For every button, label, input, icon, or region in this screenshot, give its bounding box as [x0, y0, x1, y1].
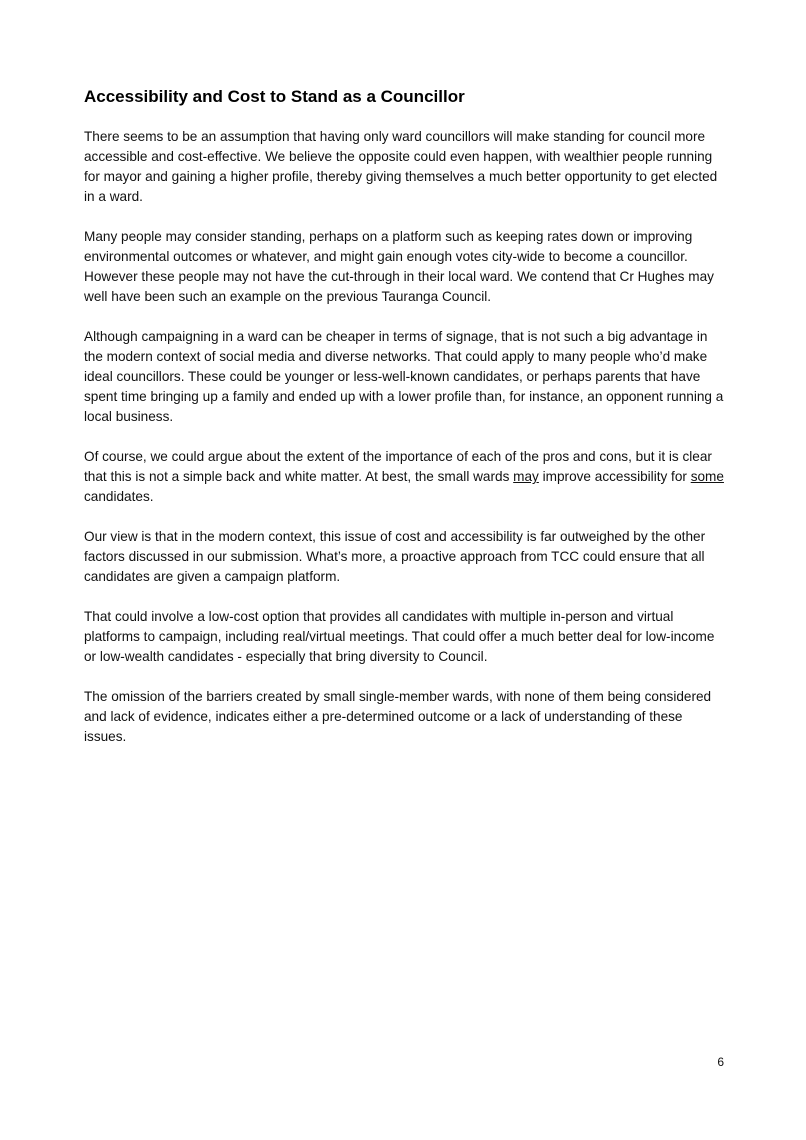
paragraph-2: Many people may consider standing, perhaps on a platform such as keeping rates down or improving environmental outcomes or whatever, and might gain enough votes city-wide to become a councillor. However these people may not have the cut-through in their local ward. We contend that Cr Hughes may well have been such an example on the previous Tauranga Council. [84, 229, 714, 304]
section-heading: Accessibility and Cost to Stand as a Councillor [84, 87, 465, 106]
paragraph-6: That could involve a low-cost option that provides all candidates with multiple in-person and virtual platforms to campaign, including real/virtual meetings. That could offer a much better deal for low-income or low-wealth candidates - especially that bring diversity to Council. [84, 609, 715, 664]
paragraph-1: There seems to be an assumption that having only ward councillors will make standing for council more accessible and cost-effective. We believe the opposite could even happen, with wealthier people running for mayor and gaining a higher profile, thereby giving themselves a much better opportunity to get elected in a ward. [84, 129, 718, 204]
document-body [84, 86, 724, 767]
paragraph-3: Although campaigning in a ward can be cheaper in terms of signage, that is not such a big advantage in the modern context of social media and diverse networks. That could apply to many people who’d make ideal councillors. These could be younger or less-well-known candidates, or perhaps parents that have spent time bringing up a family and ended up with a lower profile than, for instance, an opponent running a local business. [84, 329, 724, 424]
paragraph-5: Our view is that in the modern context, this issue of cost and accessibility is far outweighed by the other factors discussed in our submission. What’s more, a proactive approach from TCC could ensure that all candidates are given a campaign platform. [84, 529, 706, 584]
paragraph-4 [84, 447, 724, 507]
page-number: 6 [717, 1055, 724, 1069]
paragraph-7: The omission of the barriers created by small single-member wards, with none of them being considered and lack of evidence, indicates either a pre-determined outcome or a lack of understanding of these issues. [84, 689, 712, 744]
underlined-word-may: may [513, 469, 539, 484]
paragraph-4-text-middle: improve accessibility for [538, 469, 691, 484]
paragraph-4-text-start: Of course, we could argue about the extent of the importance of each of the pros and cons, but it is clear that this is not a simple back and white matter. At best, the small wards [84, 449, 712, 484]
paragraph-4-text-end: candidates. [84, 489, 154, 504]
underlined-word-some: some [690, 469, 724, 484]
